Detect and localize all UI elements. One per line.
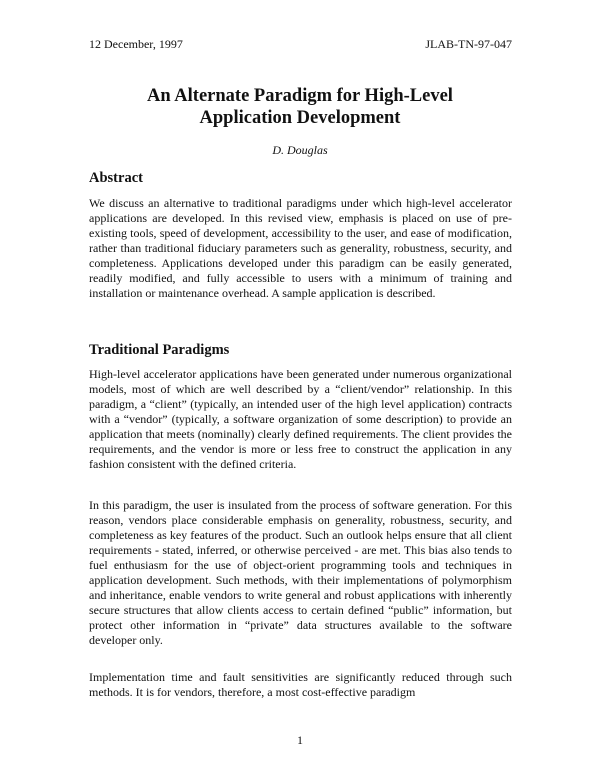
abstract-text: We discuss an alternative to traditional paradigms under which high-level accelerator applications are developed. In this revised view, emphasis is placed on use of pre-existing tools, speed of development, accessibility to the user, and ease of modification, rather than traditional fiduciary parameters such as generality, robustness, security, and completeness. Applications developed under this paradigm can be easily generated, readily modified, and fully accessible to users with a minimum of training and installation or maintenance overhead. A sample application is described.: [89, 196, 512, 300]
header-report-id: JLAB-TN-97-047: [425, 37, 512, 51]
section-paragraph: In this paradigm, the user is insulated from the process of software generation. For this reason, vendors place considerable emphasis on generality, robustness, security, and completeness as key features of the product. Such an outlook helps ensure that all client requirements - stated, inferred, or otherwise perceived - are met. This bias also tends to fuel enthusiasm for the use of object-orient programming tools and techniques in application development. Such methods, with their implementations of polymorphism and inheritance, enable vendors to write general and robust applications with inherently secure structures that allow clients access to certain defined “public” information, but protect other information in “private” data structures available to the software developer only.: [89, 498, 512, 647]
abstract-heading: Abstract: [89, 170, 143, 186]
title-line-2: Application Development: [199, 108, 401, 128]
section-paragraph: Implementation time and fault sensitivities are significantly reduced through such methods. It is for vendors, therefore, a most cost-effective paradigm: [89, 670, 512, 699]
section-paragraph: High-level accelerator applications have been generated under numerous organizational models, most of which are well described by a “client/vendor” relationship. In this paradigm, a “client” (typically, an intended user of the high level application) contracts with a “vendor” (typically, a software organization of some description) to provide an application that meets (nominally) clearly defined requirements. The client provides the requirements, and the vendor is more or less free to construct the application in any fashion consistent with the defined criteria.: [89, 367, 512, 471]
page-number: 1: [297, 733, 303, 747]
paper-title: [60, 85, 540, 129]
header-date: 12 December, 1997: [89, 37, 183, 51]
title-line-1: An Alternate Paradigm for High-Level: [147, 86, 453, 106]
section-heading-traditional-paradigms: Traditional Paradigms: [89, 342, 230, 358]
author: D. Douglas: [272, 143, 328, 157]
